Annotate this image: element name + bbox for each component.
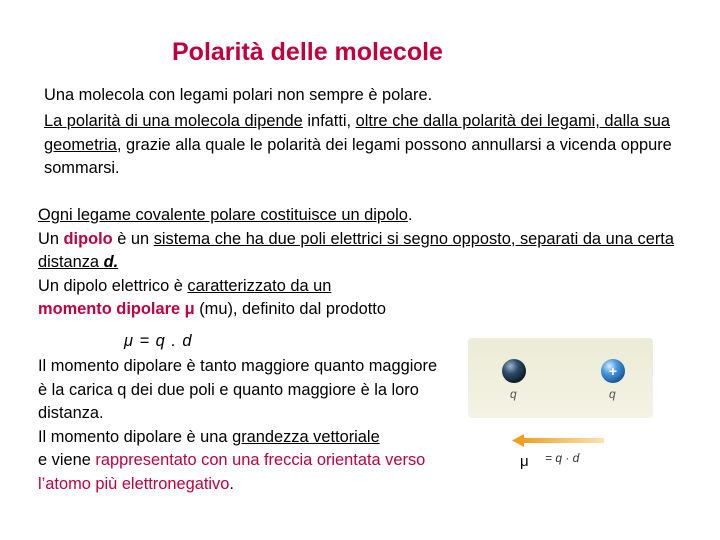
represented-prefix: e viene <box>38 451 96 469</box>
characterized-prefix: Un dipolo elettrico è <box>38 276 188 295</box>
dipole-magnitude-paragraph <box>38 355 438 496</box>
arrow-shaft <box>522 438 604 443</box>
dipole-illustration <box>468 338 653 418</box>
magnitude-text: Il momento dipolare è tanto maggiore quanto maggiore è la carica q dei due poli e quanto maggiore è la loro distanza. <box>38 357 438 422</box>
vector-prefix: Il momento dipolare è una <box>38 427 233 446</box>
geometry-text: oltre che dalla polarità dei legami, dalla sua geometria <box>44 112 670 154</box>
arrow-head <box>512 434 524 447</box>
right-charge-label: q <box>609 387 616 401</box>
dipole-line-2 <box>38 228 678 275</box>
final-period: . <box>229 474 234 493</box>
dipole-poles-graphic <box>468 338 653 418</box>
page-title: Polarità delle molecole <box>172 38 443 66</box>
left-charge-label: q <box>510 387 517 401</box>
dipole-term: dipolo <box>63 229 113 248</box>
characterized-text: caratterizzato da un <box>187 276 332 295</box>
dipole-definition-paragraph <box>38 204 678 322</box>
product-definition-text: (mu), definito dal prodotto <box>194 300 386 318</box>
intro-paragraph: Una molecola con legami polari non sempre è polare. <box>44 86 433 104</box>
covalent-bond-text: Ogni legame covalente polare costituisce un dipolo <box>38 206 408 224</box>
period: . <box>407 206 413 224</box>
dipole-moment-formula: μ = q . d <box>124 332 193 350</box>
dipole-arrow-graphic <box>510 432 610 452</box>
dipole-moment-term: momento dipolare <box>38 300 185 318</box>
dipole-system-text: sistema che ha due poli elettrici si segno opposto, separati da una certa distanza <box>38 229 674 271</box>
mu-equation: = q · d <box>545 451 580 465</box>
distance-d-text: d. <box>103 253 119 271</box>
un-text: Un <box>38 229 64 248</box>
plus-sign: + <box>608 363 618 379</box>
e-un-text: è un <box>112 229 154 248</box>
dipole-line-1 <box>38 204 678 228</box>
polarity-paragraph <box>44 110 694 181</box>
arrow-representation-text: rappresentato con una freccia orientata verso l’atomo più elettronegativo <box>38 451 426 493</box>
mu-symbol: μ <box>520 453 529 470</box>
cancellation-text: , grazie alla quale le polarità dei legami possono annullarsi a vicenda oppure sommarsi. <box>44 135 672 177</box>
negative-pole-sphere <box>502 359 526 383</box>
polarity-depends-text: La polarità di una molecola dipende <box>44 112 303 130</box>
connector-text: infatti, <box>302 112 356 130</box>
vector-quantity-text: grandezza vettoriale <box>232 427 380 446</box>
dipole-line-3 <box>38 275 678 299</box>
dipole-line-4 <box>38 298 678 322</box>
mu-symbol-text: μ <box>184 300 195 318</box>
